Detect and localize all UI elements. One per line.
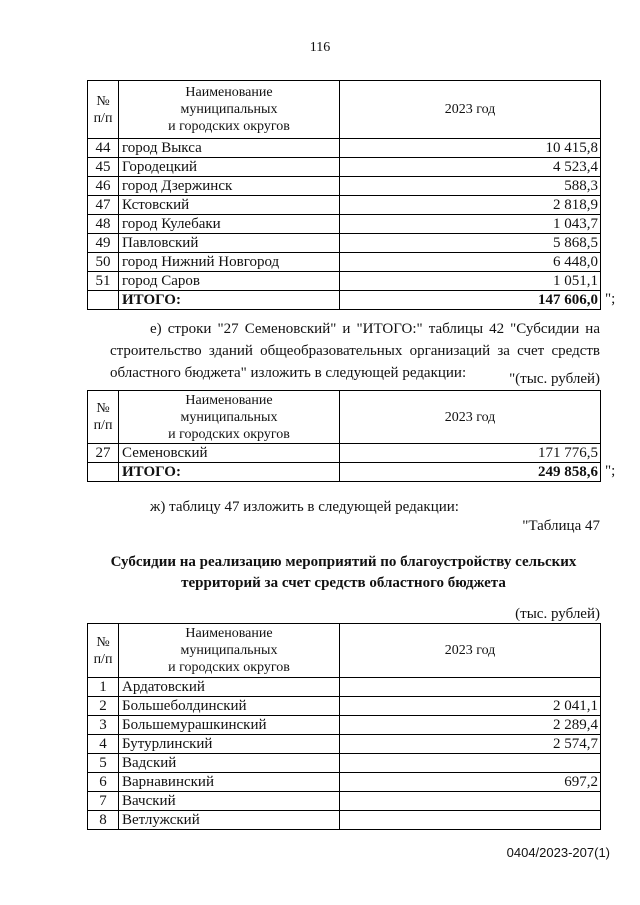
total-value [340, 291, 616, 310]
row-value: 171 776,5 [340, 444, 601, 463]
row-number: 47 [88, 196, 119, 215]
table-row [88, 735, 601, 754]
row-number: 3 [88, 716, 119, 735]
header-num-line: № [96, 634, 110, 650]
header-num [88, 624, 119, 678]
row-number: 49 [88, 234, 119, 253]
header-name [119, 624, 340, 678]
row-value: 5 868,5 [340, 234, 601, 253]
total-num-cell [88, 463, 119, 482]
row-district: Кстовский [119, 196, 340, 215]
row-district: Большемурашкинский [119, 716, 340, 735]
total-row [88, 291, 601, 310]
header-year: 2023 год [340, 81, 601, 139]
row-number: 48 [88, 215, 119, 234]
row-district: Семеновский [119, 444, 340, 463]
header-name-line: и городских округов [168, 660, 290, 675]
document-code: 0404/2023-207(1) [506, 845, 610, 860]
table-row [88, 215, 601, 234]
table-row [88, 773, 601, 792]
row-number: 2 [88, 697, 119, 716]
units-label-quoted: "(тыс. рублей) [509, 371, 600, 387]
table-47-title [87, 552, 600, 594]
total-value [340, 463, 616, 482]
row-district: Городецкий [119, 158, 340, 177]
table-row [88, 158, 601, 177]
units-label: (тыс. рублей) [515, 606, 600, 622]
title-line-2: территорий за счет средств областного бюджета [181, 575, 506, 591]
table-row [88, 678, 601, 697]
row-district: Ветлужский [119, 811, 340, 830]
row-district: Ардатовский [119, 678, 340, 697]
row-district: город Саров [119, 272, 340, 291]
page-number: 116 [309, 40, 331, 55]
row-value: 4 523,4 [340, 158, 601, 177]
header-name [119, 391, 340, 444]
header-name [119, 81, 340, 139]
row-value: 2 818,9 [340, 196, 601, 215]
row-value [340, 678, 601, 697]
row-value [340, 792, 601, 811]
header-name-line: и городских округов [168, 426, 290, 442]
table-row [88, 139, 601, 158]
table-municipal-subsidies-continued [87, 80, 616, 310]
title-line-1: Субсидии на реализацию мероприятий по благоустройству сельских [110, 554, 577, 570]
total-value-text: 147 606,0 [538, 291, 598, 308]
header-num [88, 391, 119, 444]
row-number: 7 [88, 792, 119, 811]
header-name-line: муниципальных [180, 643, 278, 658]
header-num [88, 81, 119, 139]
row-value: 10 415,8 [340, 139, 601, 158]
row-district: Большеболдинский [119, 697, 340, 716]
header-num-line: п/п [93, 651, 113, 667]
header-num-line: № [96, 93, 110, 109]
row-value: 1 051,1 [340, 272, 601, 291]
header-num-line: п/п [93, 110, 113, 126]
closing-quote: "; [605, 291, 616, 307]
total-label: ИТОГО: [119, 463, 340, 482]
row-district: Вадский [119, 754, 340, 773]
row-number: 27 [88, 444, 119, 463]
row-district: Бутурлинский [119, 735, 340, 754]
row-district: Вачский [119, 792, 340, 811]
table-row [88, 811, 601, 830]
row-number: 6 [88, 773, 119, 792]
row-number: 4 [88, 735, 119, 754]
table-47-label: "Таблица 47 [522, 518, 600, 534]
header-num-line: п/п [93, 418, 113, 433]
table-row [88, 253, 601, 272]
table-row [88, 754, 601, 773]
row-number: 46 [88, 177, 119, 196]
header-name-line: и городских округов [168, 119, 290, 134]
total-label: ИТОГО: [119, 291, 340, 310]
table-row [88, 272, 601, 291]
paragraph-zh: ж) таблицу 47 изложить в следующей редакции: [150, 499, 459, 515]
header-year: 2023 год [340, 391, 601, 444]
row-value: 697,2 [340, 773, 601, 792]
header-name-line: муниципальных [180, 102, 278, 117]
row-district: город Выкса [119, 139, 340, 158]
total-num-cell [88, 291, 119, 310]
row-number: 8 [88, 811, 119, 830]
row-number: 44 [88, 139, 119, 158]
table-row [88, 444, 601, 463]
header-year: 2023 год [340, 624, 601, 678]
paragraph-e: е) строки "27 Семеновский" и "ИТОГО:" таблицы 42 "Субсидии на строительство зданий общеобразовательных организаций за счет средств областного бюджета" изложить в следующей редакции: [110, 321, 600, 381]
row-value: 1 043,7 [340, 215, 601, 234]
row-district: город Кулебаки [119, 215, 340, 234]
row-number: 5 [88, 754, 119, 773]
table-row [88, 234, 601, 253]
header-name-line: Наименование [185, 626, 273, 641]
row-district: Павловский [119, 234, 340, 253]
table-row [88, 177, 601, 196]
table-row [88, 697, 601, 716]
table-47-rural-improvement [87, 623, 601, 830]
row-district: Варнавинский [119, 773, 340, 792]
table-row [88, 792, 601, 811]
header-name-line: Наименование [185, 85, 273, 100]
table-row [88, 196, 601, 215]
row-value: 2 574,7 [340, 735, 601, 754]
row-value: 2 041,1 [340, 697, 601, 716]
row-value: 6 448,0 [340, 253, 601, 272]
header-name-line: муниципальных [180, 409, 278, 425]
total-row [88, 463, 601, 482]
row-number: 1 [88, 678, 119, 697]
row-value [340, 754, 601, 773]
header-name-line: Наименование [185, 392, 273, 408]
row-number: 50 [88, 253, 119, 272]
row-number: 45 [88, 158, 119, 177]
row-number: 51 [88, 272, 119, 291]
header-num-line: № [96, 401, 110, 416]
table-semenovsky-row [87, 390, 616, 482]
row-value: 588,3 [340, 177, 601, 196]
closing-quote: "; [605, 463, 616, 479]
row-district: город Дзержинск [119, 177, 340, 196]
row-value [340, 811, 601, 830]
row-value: 2 289,4 [340, 716, 601, 735]
row-district: город Нижний Новгород [119, 253, 340, 272]
table-row [88, 716, 601, 735]
total-value-text: 249 858,6 [538, 463, 598, 480]
